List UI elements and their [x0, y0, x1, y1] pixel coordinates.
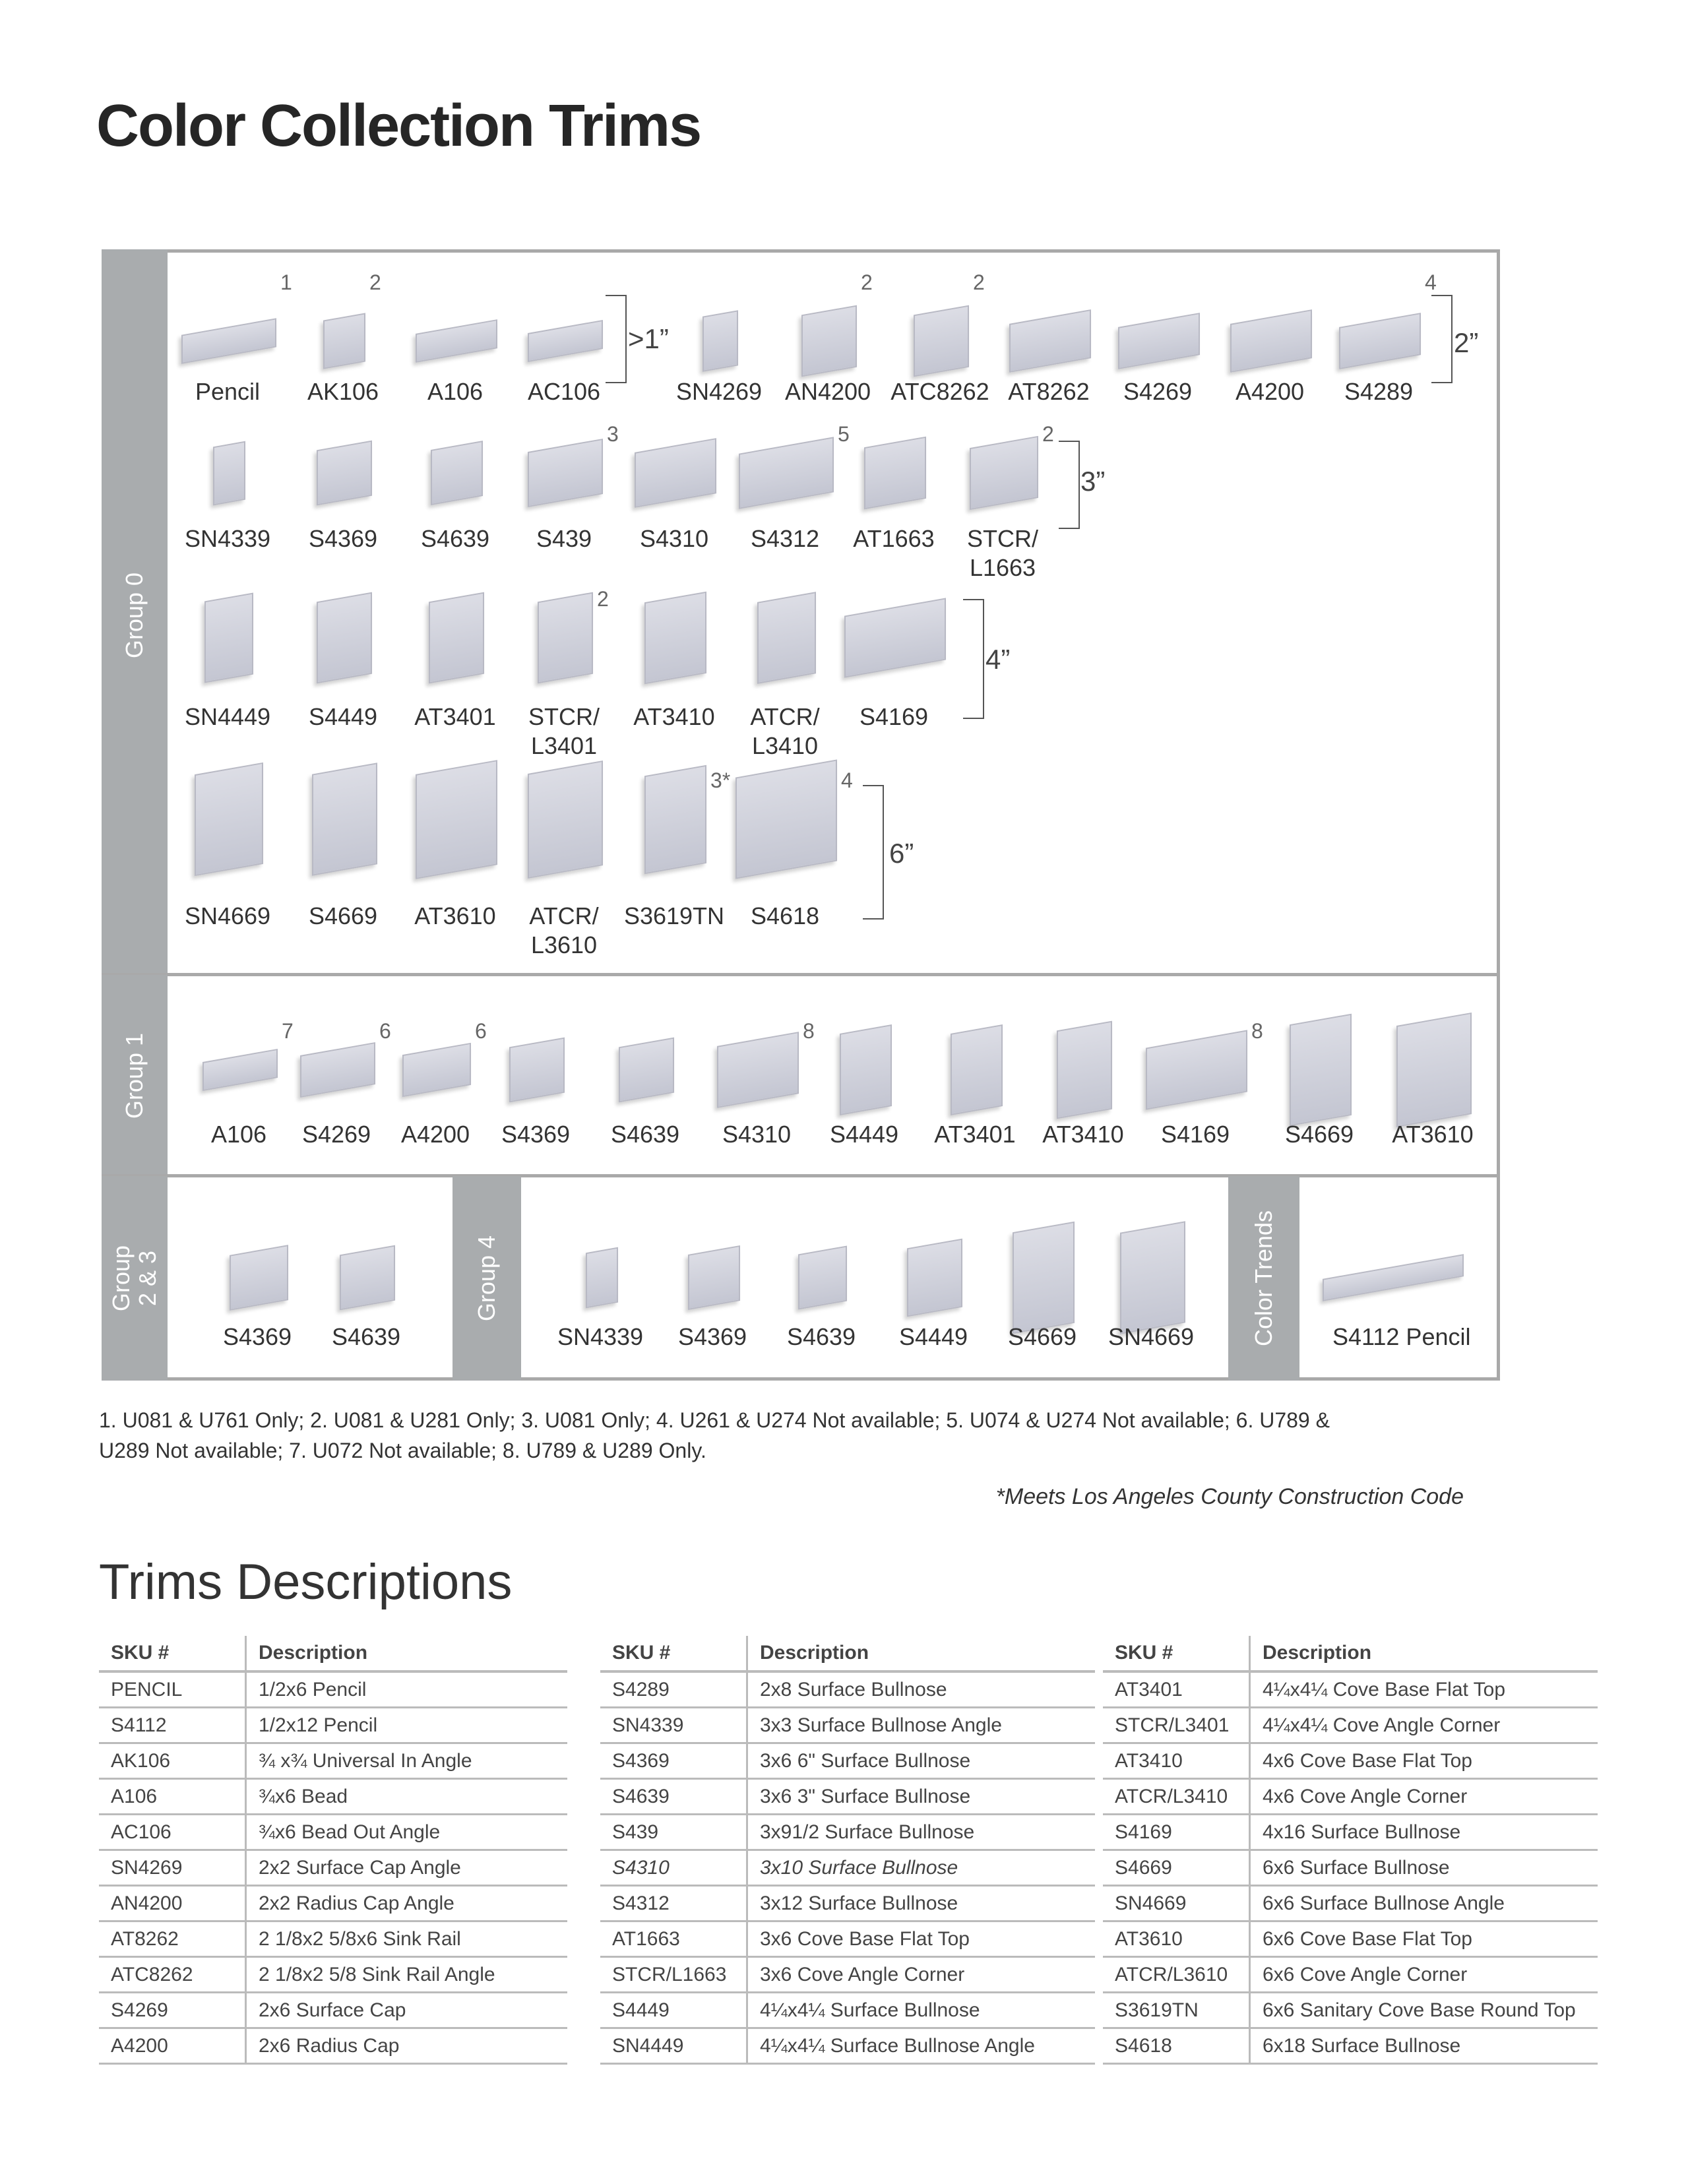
description-cell: 4x6 Cove Angle Corner: [1250, 1779, 1598, 1815]
trim-label: S4369: [308, 525, 378, 552]
description-cell: 4¼x4¼ Cove Base Flat Top: [1250, 1671, 1598, 1708]
trim-label: S4169: [1160, 1121, 1230, 1148]
trim-label: AT3610: [414, 902, 496, 929]
trim-shape-icon: [970, 436, 1038, 510]
trim-label: SN4339: [557, 1323, 644, 1350]
sku-cell: STCR/L1663: [600, 1957, 747, 1993]
trim-shape-icon: [340, 1245, 395, 1311]
trim-shape-icon: [509, 1038, 565, 1103]
trim-label: A106: [427, 378, 484, 405]
table-row: [1103, 1921, 1598, 1957]
table-row: [600, 1815, 1095, 1850]
trim-label: AT3410: [633, 703, 715, 730]
trim-label: SN4669: [1108, 1323, 1195, 1350]
sku-cell: A4200: [99, 2028, 246, 2064]
trim-shape-icon: [840, 1024, 892, 1115]
trim-label: AT1663: [853, 525, 935, 552]
bracket-1in-label: >1”: [628, 323, 669, 354]
trim-footnote-ref: 5: [838, 422, 850, 446]
trim-shape-icon: [586, 1247, 618, 1309]
trim-label: S4449: [308, 703, 378, 730]
sku-cell: S4269: [99, 1993, 246, 2028]
trim-shape-icon: [213, 441, 245, 505]
sku-cell: S4369: [600, 1743, 747, 1779]
description-cell: 6x6 Sanitary Cove Base Round Top: [1250, 1993, 1598, 2028]
table-row: [1103, 1886, 1598, 1921]
trim-label: S4269: [301, 1121, 371, 1148]
table-row: [99, 1671, 567, 1708]
trim-label: S4669: [1284, 1121, 1354, 1148]
trim-label: AT3410: [1042, 1121, 1124, 1148]
trim-shape-icon: [907, 1239, 962, 1317]
trim-label: SN4669: [184, 902, 271, 929]
sku-cell: AT8262: [99, 1921, 246, 1957]
table-row: [1103, 1779, 1598, 1815]
description-cell: 3x6 Cove Base Flat Top: [747, 1921, 1096, 1957]
table-row: [1103, 1850, 1598, 1886]
trim-footnote-ref: 1: [280, 270, 292, 294]
bracket-1in: [606, 295, 627, 383]
trim-label: AK106: [307, 378, 379, 405]
trim-shape-icon: [801, 305, 857, 377]
trim-label: S4449: [829, 1121, 899, 1148]
trim-label: S4169: [859, 703, 929, 730]
table-row: [1103, 1993, 1598, 2028]
trim-shape-icon: [230, 1245, 288, 1311]
trim-label: S4369: [222, 1323, 292, 1350]
trim-footnote-ref: 8: [803, 1019, 815, 1043]
trim-shape-icon: [1057, 1021, 1112, 1119]
sku-cell: AC106: [99, 1815, 246, 1850]
trim-shape-icon: [864, 437, 926, 510]
desc-table-1: [99, 1636, 567, 2065]
col-description: Description: [246, 1636, 568, 1671]
sku-cell: AT1663: [600, 1921, 747, 1957]
trim-shape-icon: [688, 1245, 740, 1310]
sku-cell: S4310: [600, 1850, 747, 1886]
sku-cell: S4449: [600, 1993, 747, 2028]
divider: [102, 973, 1500, 976]
trim-shape-icon: [798, 1245, 847, 1309]
sku-cell: S4112: [99, 1708, 246, 1743]
description-cell: 2 1/8x2 5/8 Sink Rail Angle: [246, 1957, 568, 1993]
table-row: [600, 1957, 1095, 1993]
description-cell: 2x8 Surface Bullnose: [747, 1671, 1096, 1708]
description-cell: 3x6 6" Surface Bullnose: [747, 1743, 1096, 1779]
trim-shape-icon: [644, 764, 706, 874]
trim-shape-icon: [429, 592, 484, 684]
trim-label: AT8262: [1008, 378, 1090, 405]
trim-shape-icon: [914, 305, 969, 377]
table-row: [600, 1886, 1095, 1921]
group4-band: [453, 1176, 521, 1381]
trim-label: S4310: [722, 1121, 792, 1148]
col-sku: SKU #: [99, 1636, 246, 1671]
trim-footnote-ref: 8: [1251, 1019, 1263, 1043]
bracket-3in: [1059, 441, 1080, 529]
bracket-6in: [863, 785, 884, 920]
trim-shape-icon: [431, 441, 483, 505]
description-cell: 2x6 Radius Cap: [246, 2028, 568, 2064]
table-row: [1103, 1671, 1598, 1708]
trim-footnote-ref: 4: [1425, 270, 1437, 294]
sku-cell: ATC8262: [99, 1957, 246, 1993]
sku-cell: SN4269: [99, 1850, 246, 1886]
bracket-6in-label: 6”: [889, 838, 914, 869]
sku-cell: S4669: [1103, 1850, 1250, 1886]
trim-label: STCR/ L1663: [967, 525, 1038, 581]
description-cell: 3x91/2 Surface Bullnose: [747, 1815, 1096, 1850]
table-row: [600, 1708, 1095, 1743]
trim-footnote-ref: 6: [379, 1019, 391, 1043]
sku-cell: S439: [600, 1815, 747, 1850]
trim-footnote-ref: 2: [369, 270, 381, 294]
bracket-4in: [963, 599, 984, 719]
trim-label: A4200: [1235, 378, 1305, 405]
description-cell: ¾x6 Bead Out Angle: [246, 1815, 568, 1850]
trim-label: S4639: [610, 1121, 680, 1148]
trim-shape-icon: [416, 760, 497, 879]
sku-cell: S4312: [600, 1886, 747, 1921]
bracket-2in-label: 2”: [1454, 327, 1479, 358]
sku-cell: AT3401: [1103, 1671, 1250, 1708]
sku-cell: S3619TN: [1103, 1993, 1250, 2028]
group0-band: [102, 249, 168, 982]
table-row: [99, 1850, 567, 1886]
description-cell: 6x6 Cove Angle Corner: [1250, 1957, 1598, 1993]
description-cell: 6x6 Cove Base Flat Top: [1250, 1921, 1598, 1957]
footnotes: 1. U081 & U761 Only; 2. U081 & U281 Only; 3. U081 Only; 4. U261 & U274 Not available; 5. U074 & U274 Not available; 6. U789 & U289 Not available; 7. U072 Not available; 8. U789 & U289 Only.: [99, 1408, 1330, 1462]
description-cell: 4x6 Cove Base Flat Top: [1250, 1743, 1598, 1779]
trim-label: S4639: [420, 525, 490, 552]
trim-footnote-ref: 3*: [710, 768, 731, 792]
trim-shape-icon: [644, 592, 706, 685]
description-cell: 2 1/8x2 5/8x6 Sink Rail: [246, 1921, 568, 1957]
table-row: [1103, 1743, 1598, 1779]
table-row: [99, 1957, 567, 1993]
trim-shape-icon: [703, 310, 738, 372]
sku-cell: AK106: [99, 1743, 246, 1779]
col-description: Description: [747, 1636, 1096, 1671]
table-row: [600, 1993, 1095, 2028]
color-trends-band: [1228, 1176, 1299, 1381]
trim-label: S4669: [308, 902, 378, 929]
trim-shape-icon: [204, 592, 253, 683]
description-cell: 4¼x4¼ Surface Bullnose: [747, 1993, 1096, 2028]
trim-shape-icon: [323, 313, 365, 369]
trim-label: STCR/ L3401: [528, 703, 600, 759]
trim-label: Pencil: [195, 378, 261, 405]
trim-label: AC106: [527, 378, 601, 405]
description-cell: 1/2x12 Pencil: [246, 1708, 568, 1743]
trim-shape-icon: [528, 760, 603, 878]
sku-cell: ATCR/L3410: [1103, 1779, 1250, 1815]
trim-label: AT3610: [1392, 1121, 1474, 1148]
sku-cell: A106: [99, 1779, 246, 1815]
trim-label: ATCR/ L3610: [529, 902, 599, 958]
table-row: [99, 1815, 567, 1850]
description-cell: 2x2 Radius Cap Angle: [246, 1886, 568, 1921]
trim-label: S4669: [1007, 1323, 1077, 1350]
table-row: [1103, 2028, 1598, 2064]
description-cell: 6x6 Surface Bullnose Angle: [1250, 1886, 1598, 1921]
table-row: [1103, 1708, 1598, 1743]
table-row: [600, 1779, 1095, 1815]
group1-band: [102, 975, 168, 1176]
trim-label: S4639: [786, 1323, 856, 1350]
trim-label: AT3401: [934, 1121, 1016, 1148]
trim-label: A4200: [400, 1121, 470, 1148]
section-title: Trims Descriptions: [99, 1554, 513, 1610]
description-cell: 4x16 Surface Bullnose: [1250, 1815, 1598, 1850]
trim-footnote-ref: 4: [841, 768, 853, 792]
table-row: [99, 1886, 567, 1921]
trim-shape-icon: [735, 759, 837, 879]
table-row: [600, 1850, 1095, 1886]
description-cell: 4¼x4¼ Cove Angle Corner: [1250, 1708, 1598, 1743]
trim-shape-icon: [1120, 1221, 1185, 1334]
description-cell: 1/2x6 Pencil: [246, 1671, 568, 1708]
trim-footnote-ref: 7: [282, 1019, 294, 1043]
trim-label: ATC8262: [891, 378, 989, 405]
sku-cell: AN4200: [99, 1886, 246, 1921]
table-row: [600, 1671, 1095, 1708]
trim-shape-icon: [951, 1024, 1003, 1115]
bracket-3in-label: 3”: [1080, 466, 1106, 497]
group23-label: Group 2 & 3: [108, 1245, 161, 1312]
trim-footnote-ref: 2: [973, 270, 985, 294]
sku-cell: SN4339: [600, 1708, 747, 1743]
trim-footnote-ref: 2: [1042, 422, 1054, 446]
trim-label: AT3401: [414, 703, 496, 730]
col-description: Description: [1250, 1636, 1598, 1671]
trim-shape-icon: [619, 1038, 674, 1103]
color-trends-label: Color Trends: [1250, 1210, 1277, 1347]
trim-label: S4639: [331, 1323, 401, 1350]
trim-label: S4312: [750, 525, 820, 552]
sku-cell: ATCR/L3610: [1103, 1957, 1250, 1993]
trim-shape-icon: [1396, 1013, 1472, 1127]
table-row: [99, 1993, 567, 2028]
col-sku: SKU #: [1103, 1636, 1250, 1671]
table-row: [600, 1921, 1095, 1957]
description-cell: 2x2 Surface Cap Angle: [246, 1850, 568, 1886]
trim-shape-icon: [1013, 1222, 1075, 1334]
trim-footnote-ref: 6: [475, 1019, 487, 1043]
trim-label: S4449: [898, 1323, 968, 1350]
trim-label: S4369: [677, 1323, 747, 1350]
trim-shape-icon: [195, 763, 263, 876]
table-row: [99, 1743, 567, 1779]
table-row: [600, 1743, 1095, 1779]
trim-label: A106: [210, 1121, 267, 1148]
trim-label: S4269: [1123, 378, 1193, 405]
sku-cell: SN4669: [1103, 1886, 1250, 1921]
table-row: [99, 1779, 567, 1815]
trim-footnote-ref: 3: [607, 422, 619, 446]
sku-cell: PENCIL: [99, 1671, 246, 1708]
bracket-2in: [1431, 295, 1453, 383]
trim-label: AN4200: [784, 378, 871, 405]
group23-band: [102, 1176, 168, 1381]
trim-label: SN4339: [184, 525, 271, 552]
sku-cell: AT3410: [1103, 1743, 1250, 1779]
trim-shape-icon: [538, 592, 593, 684]
description-cell: 3x12 Surface Bullnose: [747, 1886, 1096, 1921]
group0-label: Group 0: [121, 572, 148, 659]
trim-label: ATCR/ L3410: [750, 703, 820, 759]
description-cell: 3x6 3" Surface Bullnose: [747, 1779, 1096, 1815]
description-cell: 6x6 Surface Bullnose: [1250, 1850, 1598, 1886]
table-row: [99, 2028, 567, 2064]
sku-cell: SN4449: [600, 2028, 747, 2064]
table-row: [1103, 1815, 1598, 1850]
trim-footnote-ref: 2: [597, 587, 609, 611]
trim-label: S4310: [639, 525, 709, 552]
description-cell: 6x18 Surface Bullnose: [1250, 2028, 1598, 2064]
description-cell: ¾x6 Bead: [246, 1779, 568, 1815]
trim-label: S4289: [1344, 378, 1414, 405]
trim-shape-icon: [312, 763, 377, 875]
description-cell: 3x3 Surface Bullnose Angle: [747, 1708, 1096, 1743]
trim-label: S439: [536, 525, 592, 552]
trim-shape-icon: [757, 592, 816, 684]
sku-cell: S4169: [1103, 1815, 1250, 1850]
trim-shape-icon: [317, 441, 372, 506]
sku-cell: STCR/L3401: [1103, 1708, 1250, 1743]
page-title: Color Collection Trims: [96, 93, 701, 159]
trim-label: SN4269: [675, 378, 763, 405]
desc-table-3: [1103, 1636, 1598, 2065]
group4-label: Group 4: [473, 1235, 500, 1322]
description-cell: 4¼x4¼ Surface Bullnose Angle: [747, 2028, 1096, 2064]
table-row: [1103, 1957, 1598, 1993]
group1-label: Group 1: [121, 1032, 148, 1119]
sku-cell: S4618: [1103, 2028, 1250, 2064]
description-cell: 3x6 Cove Angle Corner: [747, 1957, 1096, 1993]
col-sku: SKU #: [600, 1636, 747, 1671]
sku-cell: AT3610: [1103, 1921, 1250, 1957]
sku-cell: S4639: [600, 1779, 747, 1815]
description-cell: 2x6 Surface Cap: [246, 1993, 568, 2028]
trim-shape-icon: [1290, 1014, 1352, 1127]
trim-shape-icon: [317, 592, 372, 684]
trim-label: S4618: [750, 902, 820, 929]
trim-label: S3619TN: [623, 902, 725, 929]
la-code-note: *Meets Los Angeles County Construction Code: [995, 1484, 1464, 1509]
table-row: [99, 1921, 567, 1957]
trim-label: S4112 Pencil: [1332, 1323, 1471, 1350]
desc-table-2: [600, 1636, 1095, 2065]
bracket-4in-label: 4”: [985, 644, 1011, 675]
description-cell: 3x10 Surface Bullnose: [747, 1850, 1096, 1886]
table-row: [99, 1708, 567, 1743]
description-cell: ¾ x¾ Universal In Angle: [246, 1743, 568, 1779]
sku-cell: S4289: [600, 1671, 747, 1708]
table-row: [600, 2028, 1095, 2064]
trim-footnote-ref: 2: [861, 270, 873, 294]
trim-label: SN4449: [184, 703, 271, 730]
trim-label: S4369: [501, 1121, 571, 1148]
